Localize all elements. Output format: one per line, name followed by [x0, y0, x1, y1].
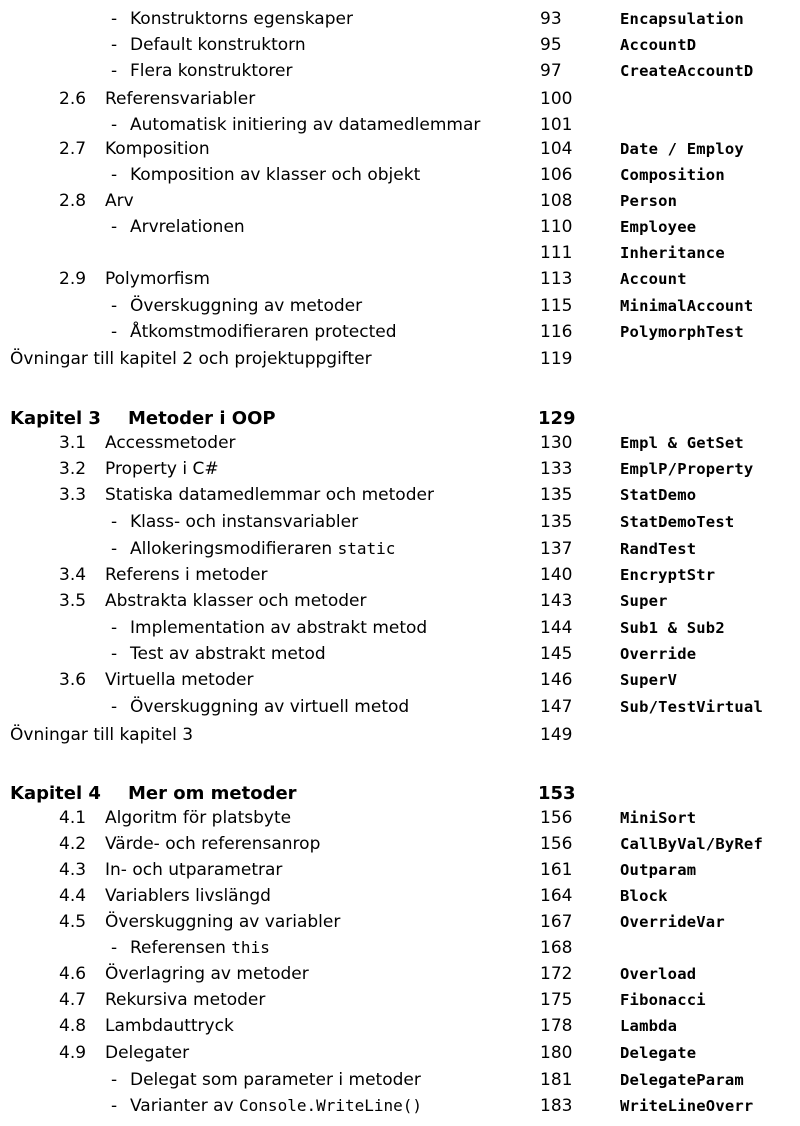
entry-title [130, 1093, 422, 1119]
page-number: 149 [540, 725, 573, 745]
toc-subentry [0, 536, 800, 562]
program-name: Override [620, 645, 697, 663]
page-number: 95 [540, 35, 562, 55]
program-name: StatDemo [620, 486, 697, 504]
entry-title [130, 536, 395, 562]
toc-section [0, 1040, 800, 1066]
toc-subentry [0, 162, 800, 188]
toc-section [0, 883, 800, 909]
program-name: Account [620, 270, 687, 288]
subentry-dash: - [111, 9, 118, 29]
subentry-dash: - [111, 35, 118, 55]
page-number: 100 [540, 89, 573, 109]
toc-section [0, 562, 800, 588]
entry-title: Överlagring av metoder [105, 964, 309, 984]
entry-title: Övningar till kapitel 2 och projektuppgifter [10, 349, 372, 369]
section-number: 2.7 [59, 139, 87, 159]
subentry-dash: - [111, 296, 118, 316]
section-number: 2.6 [59, 89, 87, 109]
section-number: 3.1 [59, 433, 87, 453]
entry-title: Statiska datamedlemmar och metoder [105, 485, 434, 505]
page-number: 156 [540, 834, 573, 854]
program-name: Super [620, 592, 668, 610]
toc-subentry [0, 6, 800, 32]
keyword-code: static [337, 539, 396, 558]
section-number: 4.8 [59, 1016, 87, 1036]
toc-section [0, 1013, 800, 1039]
program-name: Outparam [620, 861, 697, 879]
section-number: 2.8 [59, 191, 87, 211]
program-name: PolymorphTest [620, 323, 744, 341]
entry-title: Polymorfism [105, 269, 210, 289]
program-name: CallByVal/ByRef [620, 835, 763, 853]
toc-subentry [0, 615, 800, 641]
page-number: 143 [540, 591, 573, 611]
program-name: Fibonacci [620, 991, 706, 1009]
entry-title: Implementation av abstrakt metod [130, 618, 428, 638]
toc-subentry [0, 694, 800, 720]
page-number: 146 [540, 670, 573, 690]
toc-section [0, 961, 800, 987]
toc-subentry [0, 214, 800, 240]
program-name: AccountD [620, 36, 697, 54]
entry-title: Variablers livslängd [105, 886, 271, 906]
page-number: 135 [540, 485, 573, 505]
program-name: EncryptStr [620, 566, 716, 584]
toc-subentry [0, 319, 800, 345]
section-number: 4.1 [59, 808, 87, 828]
section-number: 3.6 [59, 670, 87, 690]
toc-continuation [0, 240, 800, 266]
subentry-dash: - [111, 644, 118, 664]
page-number: 110 [540, 217, 573, 237]
entry-title-text: Allokeringsmodifieraren [130, 539, 338, 559]
entry-title: Accessmetoder [105, 433, 236, 453]
entry-title: Virtuella metoder [105, 670, 254, 690]
program-name: CreateAccountD [620, 62, 754, 80]
toc-section [0, 588, 800, 614]
entry-title: Övningar till kapitel 3 [10, 725, 194, 745]
chapter-label: Kapitel 4 [10, 783, 101, 804]
toc-chapter [0, 406, 800, 432]
program-name: MinimalAccount [620, 297, 754, 315]
program-name: RandTest [620, 540, 697, 558]
page-number: 153 [538, 783, 576, 804]
section-number: 4.6 [59, 964, 87, 984]
program-name: Sub/TestVirtual [620, 698, 763, 716]
entry-title: Delegat som parameter i metoder [130, 1070, 421, 1090]
subentry-dash: - [111, 165, 118, 185]
toc-section [0, 987, 800, 1013]
page-number: 130 [540, 433, 573, 453]
entry-title: Åtkomstmodifieraren protected [130, 322, 397, 342]
subentry-dash: - [111, 61, 118, 81]
toc-subentry [0, 509, 800, 535]
entry-title: Lambdauttryck [105, 1016, 234, 1036]
toc-subentry [0, 935, 800, 961]
toc-subentry [0, 1067, 800, 1093]
toc-subentry [0, 641, 800, 667]
subentry-dash: - [111, 539, 118, 559]
page-number: 93 [540, 9, 562, 29]
toc-section [0, 909, 800, 935]
toc-section [0, 430, 800, 456]
page-number: 116 [540, 322, 573, 342]
program-name: Person [620, 192, 678, 210]
entry-title: Arvrelationen [130, 217, 245, 237]
program-name: Lambda [620, 1017, 678, 1035]
entry-title: Rekursiva metoder [105, 990, 266, 1010]
page-number: 97 [540, 61, 562, 81]
entry-title: Klass- och instansvariabler [130, 512, 359, 532]
page-number: 172 [540, 964, 573, 984]
page-number: 156 [540, 808, 573, 828]
page-number: 129 [538, 408, 576, 429]
program-name: MiniSort [620, 809, 697, 827]
toc-section [0, 266, 800, 292]
keyword-code: this [231, 938, 270, 957]
page-number: 104 [540, 139, 573, 159]
program-name: StatDemoTest [620, 513, 735, 531]
program-name: Sub1 & Sub2 [620, 619, 725, 637]
entry-title: Abstrakta klasser och metoder [105, 591, 367, 611]
page-number: 147 [540, 697, 573, 717]
section-number: 3.4 [59, 565, 87, 585]
section-number: 4.9 [59, 1043, 87, 1063]
page-number: 164 [540, 886, 573, 906]
program-name: WriteLineOverr [620, 1097, 754, 1115]
page-number: 178 [540, 1016, 573, 1036]
page-number: 183 [540, 1096, 573, 1116]
entry-title: Arv [105, 191, 134, 211]
page-number: 106 [540, 165, 573, 185]
entry-title: Överskuggning av virtuell metod [130, 697, 410, 717]
entry-title: Test av abstrakt metod [130, 644, 326, 664]
entry-title: Automatisk initiering av datamedlemmar [130, 115, 481, 135]
subentry-dash: - [111, 1096, 118, 1116]
entry-title: Property i C# [105, 459, 219, 479]
entry-title-text: Varianter av [130, 1096, 240, 1116]
page-number: 115 [540, 296, 573, 316]
entry-title: Referens i metoder [105, 565, 268, 585]
chapter-title: Metoder i OOP [128, 408, 276, 429]
toc-section [0, 86, 800, 112]
entry-title: Default konstruktorn [130, 35, 306, 55]
entry-title: Komposition [105, 139, 210, 159]
section-number: 4.4 [59, 886, 87, 906]
toc-section [0, 831, 800, 857]
toc-section [0, 136, 800, 162]
entry-title-text: Referensen [130, 938, 232, 958]
subentry-dash: - [111, 1070, 118, 1090]
program-name: DelegateParam [620, 1071, 744, 1089]
section-number: 3.5 [59, 591, 87, 611]
toc-section [0, 805, 800, 831]
program-name: Employee [620, 218, 697, 236]
program-name: OverrideVar [620, 913, 725, 931]
subentry-dash: - [111, 115, 118, 135]
program-name: Delegate [620, 1044, 697, 1062]
subentry-dash: - [111, 697, 118, 717]
program-name: Inheritance [620, 244, 725, 262]
section-number: 4.7 [59, 990, 87, 1010]
chapter-title: Mer om metoder [128, 783, 297, 804]
program-name: Block [620, 887, 668, 905]
subentry-dash: - [111, 322, 118, 342]
page-number: 133 [540, 459, 573, 479]
page-number: 175 [540, 990, 573, 1010]
entry-title: Överskuggning av metoder [130, 296, 363, 316]
toc-exercise [0, 722, 800, 748]
program-name: Composition [620, 166, 725, 184]
program-name: Overload [620, 965, 697, 983]
section-number: 3.3 [59, 485, 87, 505]
entry-title: Konstruktorns egenskaper [130, 9, 353, 29]
section-number: 4.3 [59, 860, 87, 880]
section-number: 2.9 [59, 269, 87, 289]
page-number: 101 [540, 115, 573, 135]
page-number: 180 [540, 1043, 573, 1063]
section-number: 3.2 [59, 459, 87, 479]
page-number: 161 [540, 860, 573, 880]
section-number: 4.5 [59, 912, 87, 932]
toc-subentry [0, 32, 800, 58]
toc-section [0, 482, 800, 508]
keyword-code: Console.WriteLine() [239, 1096, 423, 1115]
section-number: 4.2 [59, 834, 87, 854]
entry-title: Flera konstruktorer [130, 61, 293, 81]
page-number: 119 [540, 349, 573, 369]
toc-subentry [0, 58, 800, 84]
page-number: 167 [540, 912, 573, 932]
toc-section [0, 188, 800, 214]
page-number: 144 [540, 618, 573, 638]
page-number: 181 [540, 1070, 573, 1090]
subentry-dash: - [111, 512, 118, 532]
entry-title: Överskuggning av variabler [105, 912, 341, 932]
toc-subentry [0, 293, 800, 319]
subentry-dash: - [111, 217, 118, 237]
toc-chapter [0, 781, 800, 807]
program-name: Empl & GetSet [620, 434, 744, 452]
page-number: 168 [540, 938, 573, 958]
entry-title: Referensvariabler [105, 89, 256, 109]
entry-title: Algoritm för platsbyte [105, 808, 292, 828]
entry-title: In- och utparametrar [105, 860, 283, 880]
toc-subentry [0, 112, 800, 138]
toc-subentry [0, 1093, 800, 1119]
entry-title: Komposition av klasser och objekt [130, 165, 421, 185]
page-number: 108 [540, 191, 573, 211]
subentry-dash: - [111, 618, 118, 638]
program-name: SuperV [620, 671, 678, 689]
toc-section [0, 456, 800, 482]
chapter-label: Kapitel 3 [10, 408, 101, 429]
entry-title [130, 935, 270, 961]
page-number: 135 [540, 512, 573, 532]
entry-title: Värde- och referensanrop [105, 834, 321, 854]
page-number: 111 [540, 243, 573, 263]
toc-exercise [0, 346, 800, 372]
page-number: 140 [540, 565, 573, 585]
program-name: Encapsulation [620, 10, 744, 28]
toc-section [0, 857, 800, 883]
page-number: 145 [540, 644, 573, 664]
page-number: 137 [540, 539, 573, 559]
toc-section [0, 667, 800, 693]
entry-title: Delegater [105, 1043, 190, 1063]
program-name: EmplP/Property [620, 460, 754, 478]
page-number: 113 [540, 269, 573, 289]
program-name: Date / Employ [620, 140, 744, 158]
subentry-dash: - [111, 938, 118, 958]
